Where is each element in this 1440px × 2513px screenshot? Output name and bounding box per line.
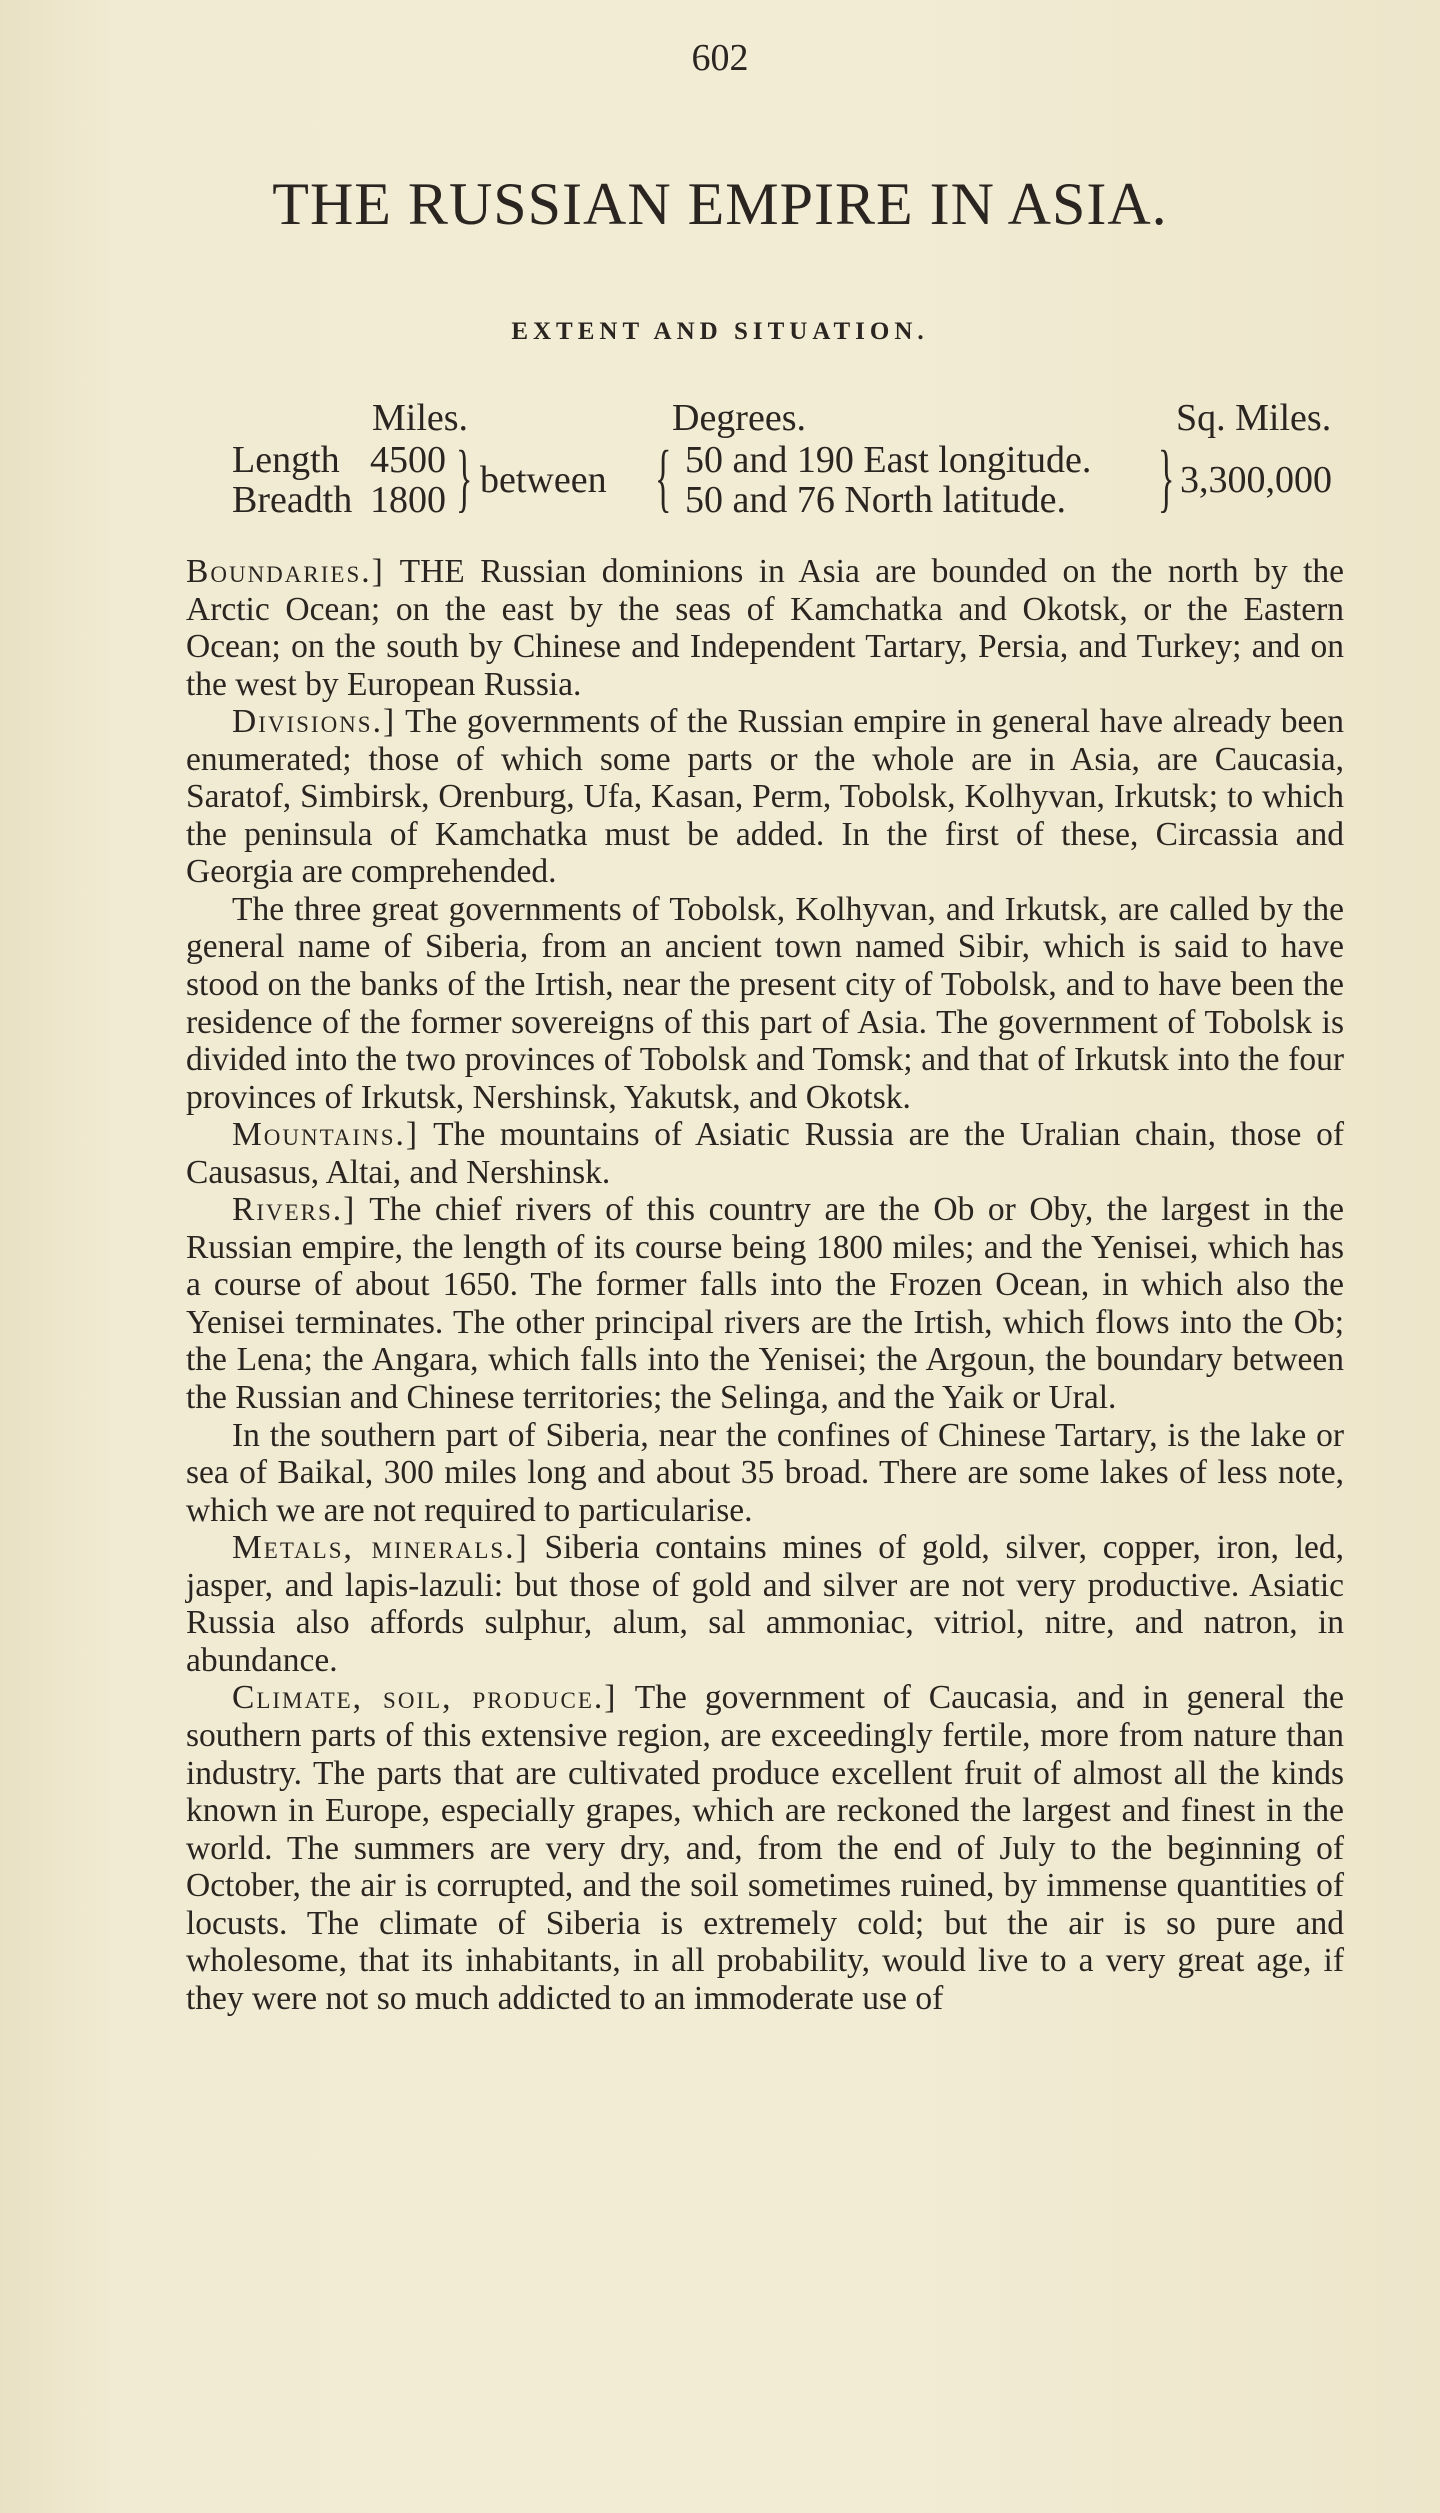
brace-right-miles: } (456, 436, 473, 520)
row-label-breadth: Breadth (232, 479, 353, 521)
text-divisions: The governments of the Russian empire in general have already been enumerated; those of which some parts or the whole are in Asia, are Caucasia, Saratof, Simbirsk, Orenburg, Ufa, Kasan, Perm, Tobolsk, Kolhyvan, Irkutsk; to which the peninsula of Kamchatka must be added. In the first of these, Circassia and Georgia are comprehended. (186, 703, 1344, 891)
text-rivers: The chief rivers of this country are the Ob or Oby, the largest in the Russian empire, the length of its course being 1800 miles; and the Yenisei, which has a course of about 1650. The former falls into the Frozen Ocean, in which also the Yenisei terminates. The other principal rivers are the Irtish, which flows into the Ob; the Lena; the Angara, which falls into the Yenisei; the Argoun, the boundary between the Russian and Chinese territories; the Selinga, and the Yaik or Ural. (186, 1191, 1344, 1417)
text-climate: The government of Caucasia, and in general the southern parts of this extensive region, are exceedingly fertile, more from nature than industry. The parts that are cultivated produce excellent fruit of almost all the kinds known in Europe, especially grapes, which are reckoned the largest and finest in the world. The summers are very dry, and, from the end of July to the beginning of October, the air is corrupted, and the soil sometimes ruined, by immense quantities of locusts. The climate of Siberia is extremely cold; but the air is so pure and wholesome, that its inhabitants, in all probability, would live to a very great age, if they were not so much addicted to an immoderate use of (186, 1679, 1344, 2017)
row-miles-length: 4500 (370, 439, 446, 481)
row-degrees-length: 50 and 190 East longitude. (685, 439, 1092, 481)
paragraph-divisions (186, 703, 1344, 891)
page-number: 602 (691, 37, 749, 79)
header-sq-miles: Sq. Miles. (1176, 397, 1332, 439)
row-miles-breadth: 1800 (370, 479, 446, 521)
text-siberia: The three great governments of Tobolsk, Kolhyvan, and Irkutsk, are called by the general name of Siberia, from an ancient town named Sibir, which is said to have stood on the banks of the Irtish, near the present city of Tobolsk, and to have been the residence of the former sovereigns of this part of Asia. The government of Tobolsk is divided into the two provinces of Tobolsk and Tomsk; and that of Irkutsk into the four provinces of Irkutsk, Nershinsk, Yakutsk, and Okotsk. (186, 890, 1344, 1116)
paragraph-baikal (186, 1417, 1344, 1530)
heading-mountains: Mountains.] (232, 1116, 420, 1154)
heading-rivers: Rivers.] (232, 1191, 357, 1229)
text-metals: Siberia contains mines of gold, silver, copper, iron, led, jasper, and lapis-lazuli: but those of gold and silver are not very productive. Asiatic Russia also affords sulphur, alum, sal ammoniac, vitriol, nitre, and natron, in abundance. (186, 1529, 1344, 1679)
body-text (186, 553, 1344, 2017)
row-degrees-breadth: 50 and 76 North latitude. (685, 479, 1066, 521)
paragraph-rivers (186, 1191, 1344, 1416)
brace-right-degrees: } (1158, 436, 1175, 520)
text-boundaries: THE Russian dominions in Asia are bounded on the north by the Arctic Ocean; on the east by the seas of Kamchatka and Okotsk, or the Eastern Ocean; on the south by Chinese and Independent Tartary, Persia, and Turkey; and on the west by European Russia. (186, 553, 1344, 703)
paragraph-metals (186, 1529, 1344, 1679)
section-subtitle: EXTENT AND SITUATION. (511, 318, 929, 345)
header-miles: Miles. (372, 397, 469, 439)
between-word: between (480, 459, 607, 501)
row-label-length: Length (232, 439, 340, 481)
heading-metals: Metals, minerals.] (232, 1529, 529, 1567)
paragraph-boundaries (186, 553, 1344, 703)
text-baikal: In the southern part of Siberia, near the confines of Chinese Tartary, is the lake or sea of Baikal, 300 miles long and about 35 broad. There are some lakes of less note, which we are not required to particularise. (186, 1416, 1344, 1529)
heading-divisions: Divisions.] (232, 703, 397, 741)
page-title: THE RUSSIAN EMPIRE IN ASIA. (272, 171, 1168, 237)
heading-boundaries: Boundaries.] (186, 553, 385, 590)
heading-climate: Climate, soil, produce.] (232, 1679, 618, 1717)
header-degrees: Degrees. (672, 397, 806, 439)
brace-left-degrees: { (655, 436, 672, 520)
paragraph-climate (186, 1679, 1344, 2017)
area-value: 3,300,000 (1180, 459, 1332, 501)
text-mountains: The mountains of Asiatic Russia are the Uralian chain, those of Causasus, Altai, and Nershinsk. (186, 1116, 1344, 1191)
paragraph-mountains (186, 1116, 1344, 1191)
paragraph-siberia (186, 891, 1344, 1116)
